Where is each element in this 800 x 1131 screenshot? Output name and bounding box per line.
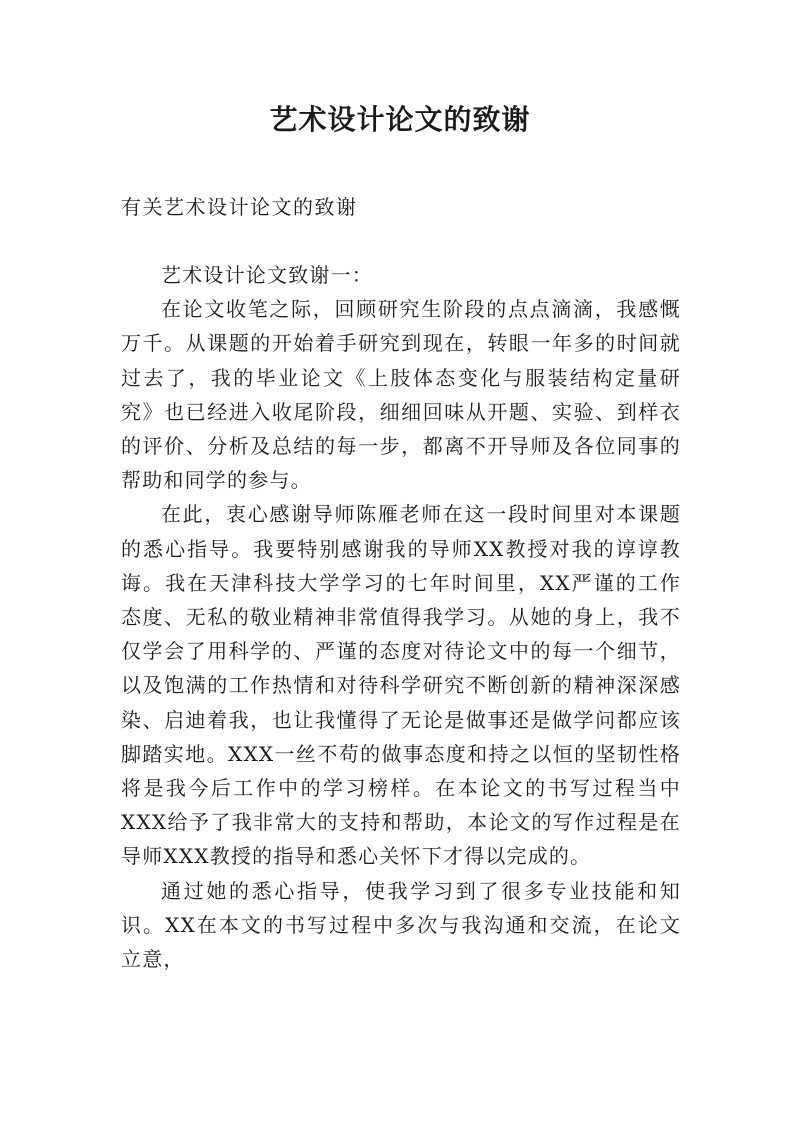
- document-subtitle: 有关艺术设计论文的致谢: [121, 195, 358, 219]
- paragraph-3: 通过她的悉心指导，使我学习到了很多专业技能和知识。XX在本文的书写过程中多次与我沟通和交流，在论文立意，: [121, 878, 681, 972]
- paragraph-2: 在此，衷心感谢导师陈雁老师在这一段时间里对本课题的悉心指导。我要特别感谢我的导师XX教授对我的谆谆教诲。我在天津科技大学学习的七年时间里，XX严谨的工作态度、无私的敬业精神非常值得我学习。从她的身上，我不仅学会了用科学的、严谨的态度对待论文中的每一个细节，以及饱满的工作热情和对待科学研究不断创新的精神深深感染、启迪着我，也让我懂得了无论是做事还是做学问都应该脚踏实地。XXX一丝不苟的做事态度和持之以恒的坚韧性格将是我今后工作中的学习榜样。在本论文的书写过程当中XXX给予了我非常大的支持和帮助，本论文的写作过程是在导师XXX教授的指导和悉心关怀下才得以完成的。: [121, 502, 681, 869]
- section-heading: 艺术设计论文致谢一：: [161, 263, 373, 287]
- document-body: [121, 258, 681, 976]
- paragraph-1: 在论文收笔之际，回顾研究生阶段的点点滴滴，我感慨万千。从课题的开始着手研究到现在，转眼一年多的时间就过去了，我的毕业论文《上肢体态变化与服装结构定量研究》也已经进入收尾阶段，细细回味从开题、实验、到样衣的评价、分析及总结的每一步，都离不开导师及各位同事的帮助和同学的参与。: [121, 297, 681, 493]
- document-title: 艺术设计论文的致谢: [269, 103, 531, 136]
